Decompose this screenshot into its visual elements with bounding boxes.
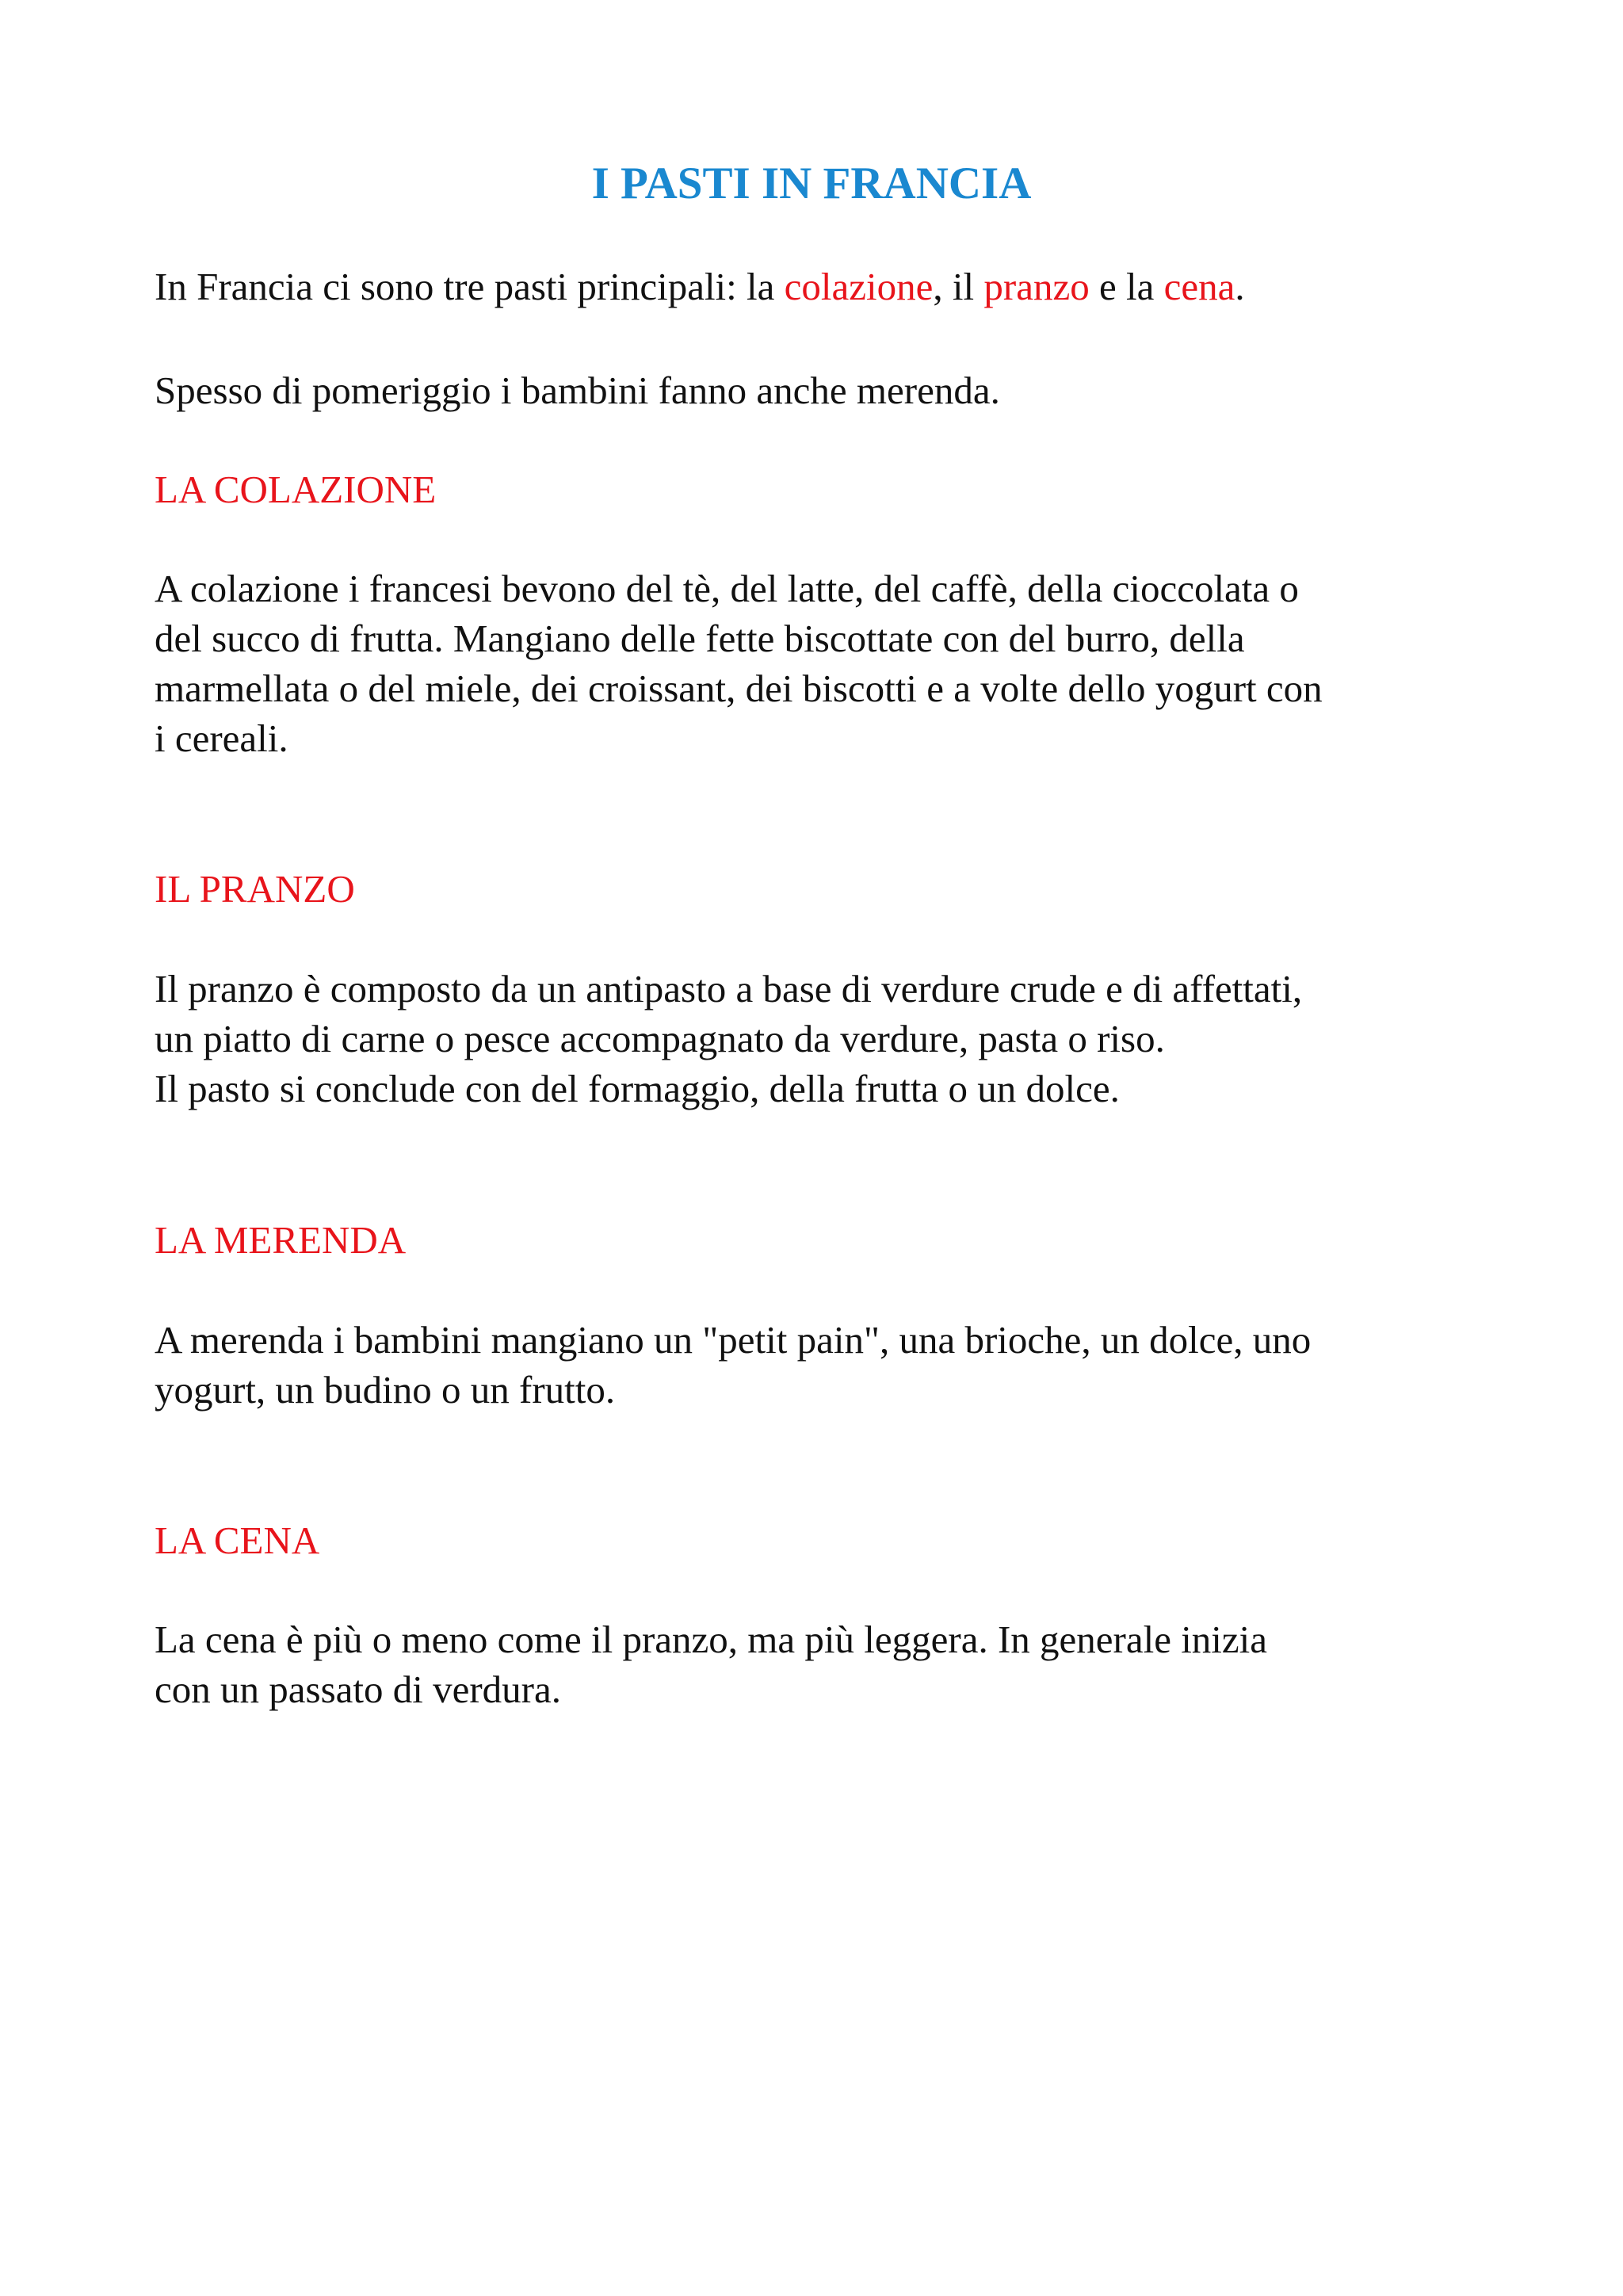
section-heading-cena: LA CENA bbox=[155, 1519, 320, 1562]
text-line: marmellata o del miele, dei croissant, dei biscotti e a volte dello yogurt con bbox=[155, 667, 1323, 710]
section-body-colazione bbox=[155, 563, 1486, 763]
text-line: i cereali. bbox=[155, 716, 288, 760]
text-line: un piatto di carne o pesce accompagnato da verdure, pasta o riso. bbox=[155, 1017, 1165, 1060]
section-body-merenda bbox=[155, 1315, 1486, 1415]
text-line: A merenda i bambini mangiano un "petit pain", una brioche, un dolce, uno bbox=[155, 1318, 1312, 1362]
text-line: con un passato di verdura. bbox=[155, 1668, 561, 1711]
meal-cena: cena bbox=[1163, 265, 1235, 308]
intro-paragraph bbox=[155, 262, 1486, 311]
text-line: yogurt, un budino o un frutto. bbox=[155, 1368, 616, 1412]
intro-text-2: , il bbox=[933, 265, 984, 308]
intro-text-3: e la bbox=[1089, 265, 1164, 308]
text-line: La cena è più o meno come il pranzo, ma più leggera. In generale inizia bbox=[155, 1618, 1268, 1661]
section-heading-merenda: LA MERENDA bbox=[155, 1218, 407, 1262]
section-heading-colazione: LA COLAZIONE bbox=[155, 468, 437, 511]
text-line: del succo di frutta. Mangiano delle fette biscottate con del burro, della bbox=[155, 617, 1245, 660]
snack-note: Spesso di pomeriggio i bambini fanno anche merenda. bbox=[155, 369, 1000, 412]
section-heading-pranzo: IL PRANZO bbox=[155, 867, 355, 911]
text-line: A colazione i francesi bevono del tè, del latte, del caffè, della cioccolata o bbox=[155, 567, 1299, 610]
text-line: Il pranzo è composto da un antipasto a base di verdure crude e di affettati, bbox=[155, 967, 1303, 1010]
section-body-cena bbox=[155, 1614, 1486, 1714]
intro-text-1: In Francia ci sono tre pasti principali: la bbox=[155, 265, 785, 308]
meal-pranzo: pranzo bbox=[983, 265, 1090, 308]
meal-colazione: colazione bbox=[784, 265, 934, 308]
text-line: Il pasto si conclude con del formaggio, della frutta o un dolce. bbox=[155, 1067, 1120, 1110]
intro-text-4: . bbox=[1235, 265, 1245, 308]
page-title: I PASTI IN FRANCIA bbox=[591, 159, 1032, 208]
section-body-pranzo bbox=[155, 964, 1486, 1114]
